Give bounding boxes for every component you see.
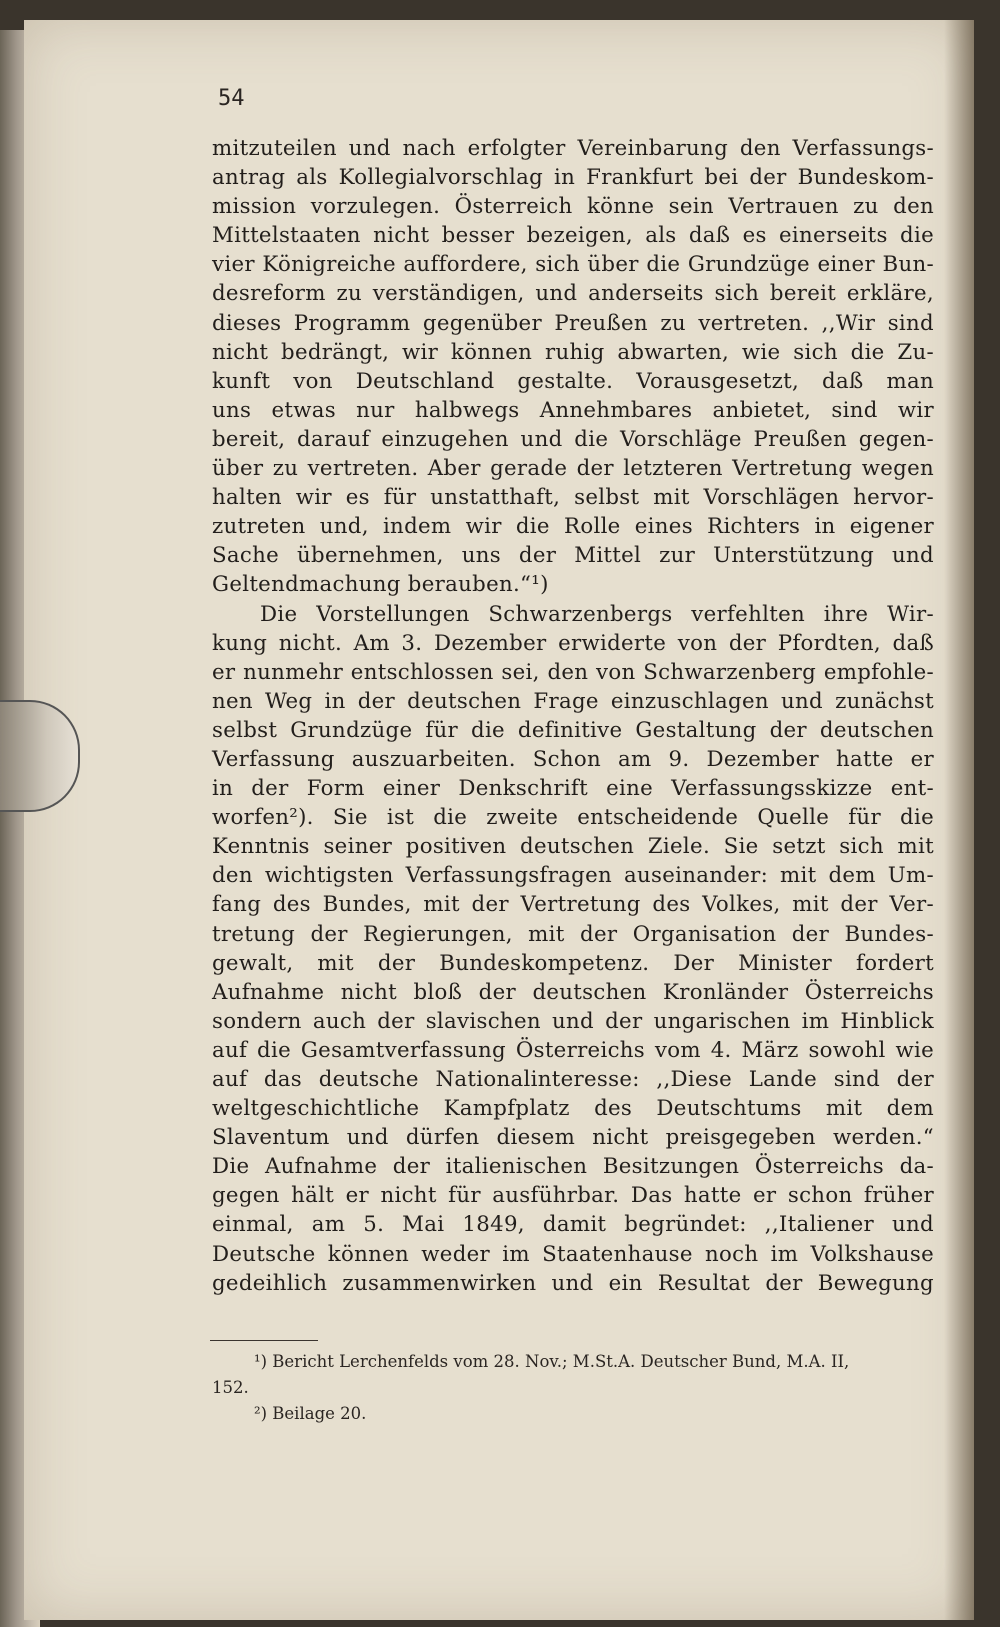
body-text (212, 134, 934, 1298)
text-line: Kenntnis seiner positiven deutschen Ziele. Sie setzt sich mit (212, 834, 934, 860)
footnote-divider (210, 1340, 318, 1341)
footnotes (212, 1349, 934, 1427)
text-line: Sache übernehmen, uns der Mittel zur Unterstützung und (212, 543, 934, 569)
text-line: kunft von Deutschland gestalte. Vorausgesetzt, daß man (212, 368, 934, 394)
footnote-continuation: 152. (212, 1378, 249, 1397)
text-line: tretung der Regierungen, mit der Organisation der Bundes- (212, 921, 934, 947)
text-line: selbst Grundzüge für die definitive Gestaltung der deutschen (212, 717, 934, 743)
text-line: antrag als Kollegialvorschlag in Frankfurt bei der Bundeskom- (212, 165, 934, 191)
text-line: auf das deutsche Nationalinteresse: ,,Diese Lande sind der (212, 1067, 934, 1092)
text-line: Aufnahme nicht bloß der deutschen Kronländer Österreichs (212, 979, 934, 1005)
text-line: einmal, am 5. Mai 1849, damit begründet: ,,Italiener und (212, 1212, 934, 1238)
text-line: worfen²). Sie ist die zweite entscheidende Quelle für die (212, 805, 934, 831)
text-line: halten wir es für unstatthaft, selbst mit Vorschlägen hervor- (212, 485, 934, 511)
text-line: Die Aufnahme der italienischen Besitzungen Österreichs da- (212, 1154, 934, 1180)
text-line: gewalt, mit der Bundeskompetenz. Der Minister fordert (212, 950, 934, 976)
text-line: kung nicht. Am 3. Dezember erwiderte von der Pfordten, daß (212, 630, 934, 656)
text-line: auf die Gesamtverfassung Österreichs vom 4. März sowohl wie (212, 1037, 934, 1063)
text-line: gedeihlich zusammenwirken und ein Resultat der Bewegung (212, 1270, 934, 1296)
footnote: ¹) Bericht Lerchenfelds vom 28. Nov.; M.St.A. Deutscher Bund, M.A. II, (254, 1352, 850, 1371)
text-line: über zu vertreten. Aber gerade der letzteren Vertretung wegen (212, 456, 934, 482)
text-line: fang des Bundes, mit der Vertretung des Volkes, mit der Ver- (212, 892, 934, 918)
text-line: gegen hält er nicht für ausführbar. Das hatte er schon früher (212, 1183, 934, 1209)
text-line: in der Form einer Denkschrift eine Verfassungsskizze ent- (212, 776, 934, 802)
footnote: ²) Beilage 20. (254, 1404, 367, 1423)
text-line: zutreten und, indem wir die Rolle eines Richters in eigener (212, 514, 934, 540)
text-line: bereit, darauf einzugehen und die Vorschläge Preußen gegen- (212, 426, 934, 452)
text-line: uns etwas nur halbwegs Annehmbares anbietet, sind wir (212, 397, 934, 423)
text-line: er nunmehr entschlossen sei, den von Schwarzenberg empfohle- (212, 659, 934, 685)
page-gutter-shadow (944, 20, 974, 1620)
text-line: nicht bedrängt, wir können ruhig abwarten, wie sich die Zu- (212, 339, 934, 365)
text-line: Verfassung auszuarbeiten. Schon am 9. Dezember hatte er (212, 746, 934, 772)
text-line: den wichtigsten Verfassungsfragen auseinander: mit dem Um- (212, 863, 934, 889)
text-line: Geltendmachung berauben.“¹) (212, 572, 549, 598)
text-line: weltgeschichtliche Kampfplatz des Deutschtums mit dem (212, 1096, 934, 1122)
text-line: nen Weg in der deutschen Frage einzuschlagen und zunächst (212, 688, 934, 714)
page-number: 54 (218, 86, 245, 111)
text-line: Deutsche können weder im Staatenhause noch im Volkshause (212, 1241, 934, 1267)
text-line: mission vorzulegen. Österreich könne sein Vertrauen zu den (212, 194, 934, 220)
text-line: Slaventum und dürfen diesem nicht preisgegeben werden.“ (212, 1125, 934, 1151)
text-line: vier Königreiche auffordere, sich über die Grundzüge einer Bun- (212, 252, 934, 278)
text-line: sondern auch der slavischen und der ungarischen im Hinblick (212, 1008, 934, 1034)
text-line: Mittelstaaten nicht besser bezeigen, als daß es einerseits die (212, 223, 934, 249)
text-line: Die Vorstellungen Schwarzenbergs verfehlten ihre Wir- (260, 601, 934, 627)
text-line: desreform zu verständigen, und anderseits sich bereit erkläre, (212, 281, 934, 307)
text-line: dieses Programm gegenüber Preußen zu vertreten. ,,Wir sind (212, 310, 934, 336)
text-line: mitzuteilen und nach erfolgter Vereinbarung den Verfassungs- (212, 136, 934, 161)
